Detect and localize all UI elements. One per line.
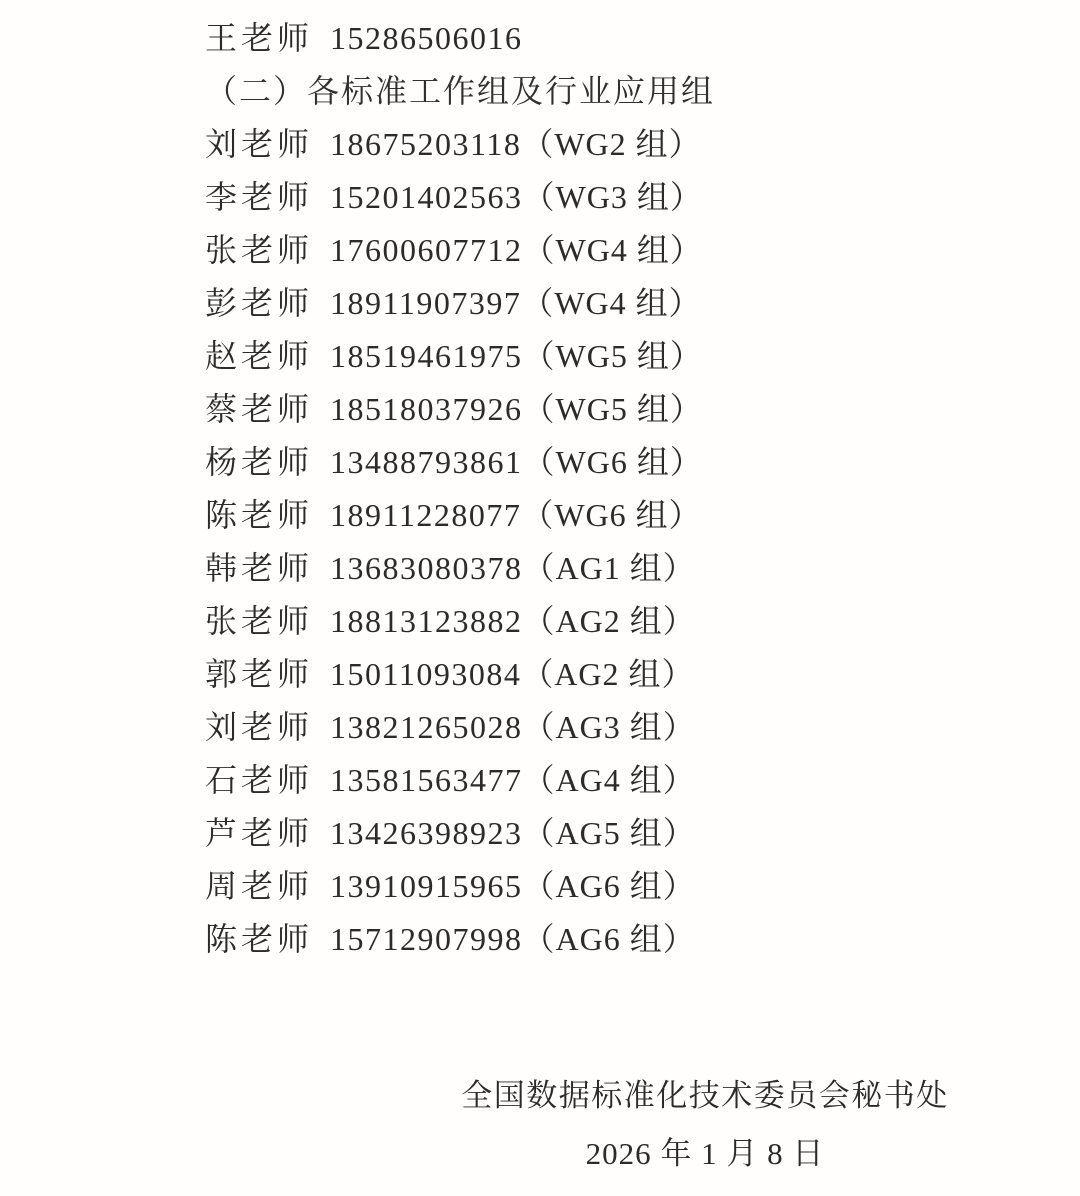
contact-row	[0, 489, 1080, 542]
teacher-name: 杨老师	[205, 444, 314, 480]
group-label: （WG5 组）	[522, 391, 703, 427]
phone-number: 15712907998	[330, 921, 523, 957]
document-footer	[330, 1078, 1080, 1172]
contact-row	[0, 648, 1080, 701]
group-label: （AG1 组）	[522, 550, 696, 586]
phone-number: 18911228077	[330, 497, 522, 533]
phone-number: 17600607712	[330, 232, 523, 268]
contact-row	[0, 701, 1080, 754]
contact-row	[0, 595, 1080, 648]
teacher-name: 陈老师	[205, 497, 314, 533]
contact-row-top	[0, 12, 1080, 65]
section-heading-text: （二）各标准工作组及行业应用组	[205, 73, 716, 109]
contact-row	[0, 383, 1080, 436]
teacher-name: 韩老师	[205, 550, 314, 586]
phone-number: 15201402563	[330, 179, 523, 215]
teacher-name: 刘老师	[205, 126, 314, 162]
teacher-name: 芦老师	[205, 815, 314, 851]
contact-row	[0, 542, 1080, 595]
teacher-name: 刘老师	[205, 709, 314, 745]
group-label: （AG4 组）	[522, 762, 696, 798]
group-label: （AG6 组）	[522, 868, 696, 904]
teacher-name: 李老师	[205, 179, 314, 215]
group-label: （WG4 组）	[522, 232, 703, 268]
phone-number: 18911907397	[330, 285, 522, 321]
contact-row	[0, 118, 1080, 171]
phone-number: 13821265028	[330, 709, 523, 745]
group-label: （AG5 组）	[522, 815, 696, 851]
contact-row	[0, 330, 1080, 383]
teacher-name: 赵老师	[205, 338, 314, 374]
teacher-name: 王老师	[205, 20, 314, 56]
teacher-name: 石老师	[205, 762, 314, 798]
group-label: （WG2 组）	[521, 126, 702, 162]
teacher-name: 周老师	[205, 868, 314, 904]
group-label: （WG5 组）	[522, 338, 703, 374]
group-label: （WG4 组）	[521, 285, 702, 321]
contact-row	[0, 754, 1080, 807]
group-label: （AG3 组）	[522, 709, 696, 745]
teacher-name: 蔡老师	[205, 391, 314, 427]
contact-list	[0, 118, 1080, 966]
group-label: （WG6 组）	[521, 497, 702, 533]
phone-number: 13426398923	[330, 815, 523, 851]
contact-row	[0, 277, 1080, 330]
phone-number: 18675203118	[330, 126, 522, 162]
phone-number: 13488793861	[330, 444, 523, 480]
phone-number: 15286506016	[330, 20, 523, 56]
group-label: （WG6 组）	[522, 444, 703, 480]
group-label: （AG2 组）	[521, 656, 695, 692]
contact-row	[0, 171, 1080, 224]
phone-number: 15011093084	[330, 656, 522, 692]
group-label: （WG3 组）	[522, 179, 703, 215]
contact-row	[0, 807, 1080, 860]
section-heading	[0, 65, 1080, 118]
phone-number: 18813123882	[330, 603, 523, 639]
signature: 全国数据标准化技术委员会秘书处	[461, 1078, 949, 1113]
phone-number: 18518037926	[330, 391, 523, 427]
phone-number: 13683080378	[330, 550, 523, 586]
group-label: （AG6 组）	[522, 921, 696, 957]
group-label: （AG2 组）	[522, 603, 696, 639]
teacher-name: 彭老师	[205, 285, 314, 321]
contact-row	[0, 860, 1080, 913]
date: 2026 年 1 月 8 日	[585, 1136, 825, 1171]
contact-row	[0, 436, 1080, 489]
phone-number: 18519461975	[330, 338, 523, 374]
phone-number: 13910915965	[330, 868, 523, 904]
teacher-name: 郭老师	[205, 656, 314, 692]
teacher-name: 张老师	[205, 603, 314, 639]
phone-number: 13581563477	[330, 762, 523, 798]
contact-row	[0, 913, 1080, 966]
contact-row	[0, 224, 1080, 277]
teacher-name: 张老师	[205, 232, 314, 268]
teacher-name: 陈老师	[205, 921, 314, 957]
